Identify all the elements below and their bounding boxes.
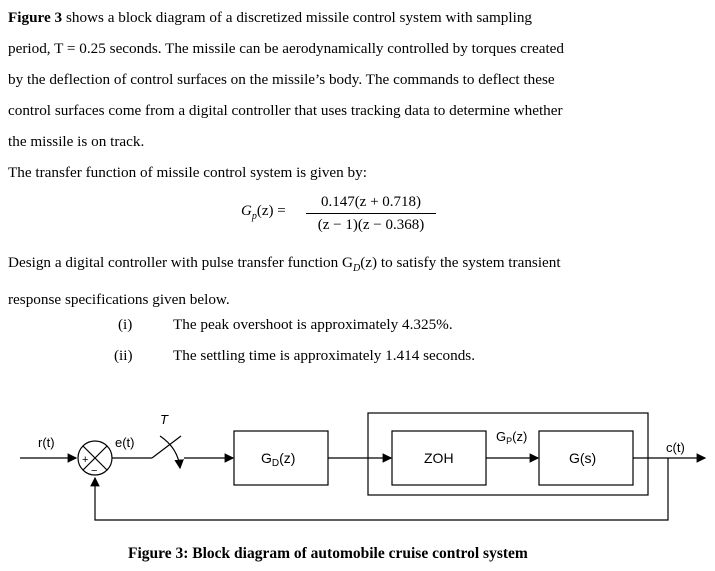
intro-line-5: the missile is on track. [8, 133, 145, 150]
intro-line-4: control surfaces come from a digital controller that uses tracking data to determine whether [8, 102, 563, 119]
tf-intro: The transfer function of missile control system is given by: [8, 164, 367, 181]
design-line-2: response specifications given below. [8, 291, 230, 309]
spec-number-2: (ii) [114, 347, 133, 364]
error-label: e(t) [115, 435, 135, 450]
figure-ref: Figure 3 [8, 9, 63, 26]
spec-text-1: The peak overshoot is approximately 4.325%. [173, 316, 453, 333]
feedback-path [95, 458, 668, 520]
intro-line-2: period, T = 0.25 seconds. The missile can be aerodynamically controlled by torques created [8, 40, 564, 57]
plant-group-label: $G_P(z)$ [496, 429, 528, 446]
output-label: c(t) [666, 440, 685, 455]
design-paragraph: Design a digital controller with pulse transfer function $G_D(z)$ to satisfy the system transient response specifications given below. [8, 247, 708, 315]
figure-caption: Figure 3: Block diagram of automobile cruise control system [128, 545, 528, 562]
intro-line-3: by the deflection of control surfaces on the missile’s body. The commands to deflect these [8, 71, 555, 88]
spec-number-1: (i) [118, 316, 133, 333]
equation-lhs: $G_p(z)$ = [241, 203, 286, 222]
zoh-label: ZOH [424, 450, 454, 466]
equation-denominator: (z − 1)(z − 0.368) [317, 217, 425, 233]
plant-group-box [368, 413, 648, 495]
sampler-label: T [160, 412, 168, 427]
plus-sign: + [82, 454, 89, 466]
plant-label: G(s) [569, 450, 597, 466]
input-label: r(t) [38, 435, 55, 450]
spec-text-2: The settling time is approximately 1.414 seconds. [173, 347, 476, 364]
controller-label: $G_D(z)$ [261, 450, 296, 469]
minus-sign: − [91, 465, 98, 477]
intro-line-1: shows a block diagram of a discretized missile control system with sampling [62, 9, 533, 26]
sampler-arc-arrow [160, 436, 180, 468]
design-line-1: Design a digital controller with pulse transfer function G [8, 254, 354, 271]
equation-numerator: 0.147(z + 0.718) [320, 194, 422, 210]
